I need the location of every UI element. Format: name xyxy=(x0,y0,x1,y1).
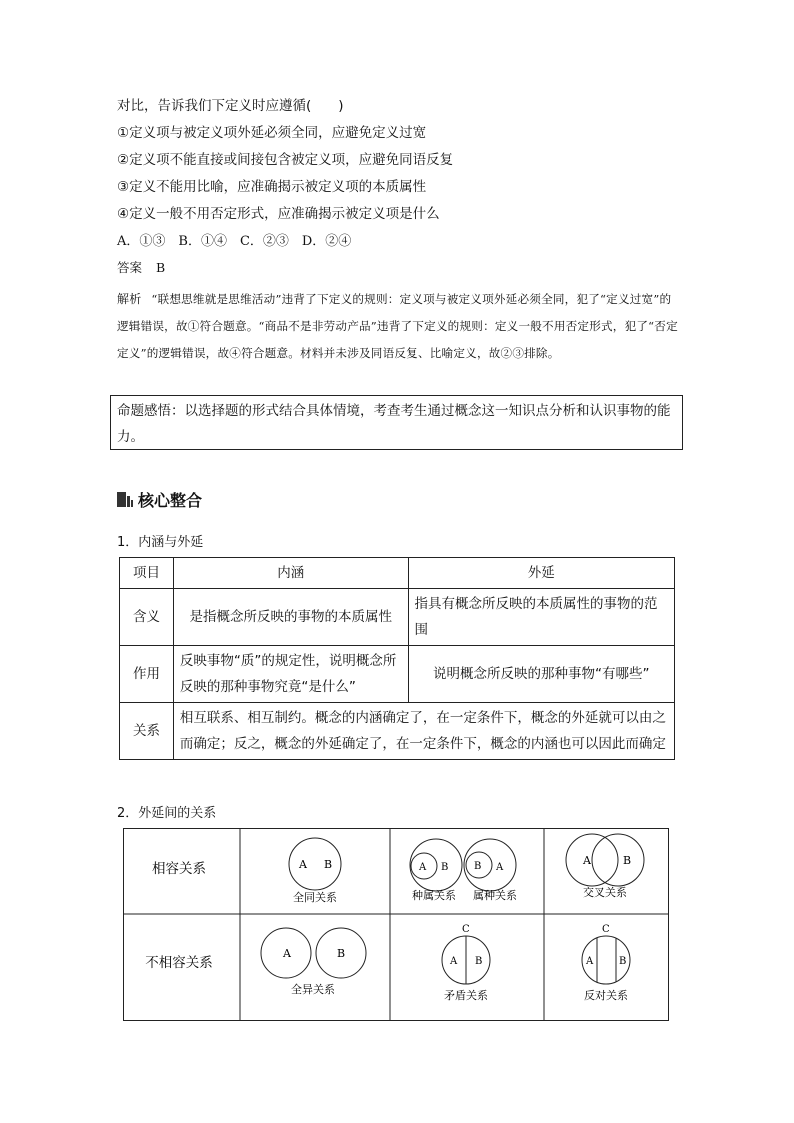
option-4: ④定义一般不用否定形式，应准确揭示被定义项是什么 xyxy=(117,206,440,222)
species-b: B xyxy=(474,861,482,872)
header-item: 项目 xyxy=(120,558,174,589)
analysis-text: “联想思维就是思维活动”违背了下定义的规则：定义项与被定义项外延必须全同，犯了“定义过宽”的逻辑错误，故①符合题意。“商品不是非劳动产品”违背了下定义的规则：定义一般不用否定形式，犯了“否定定义”的逻辑错误，故④符合题意。材料并未涉及同语反复、比喻定义，故②③排除。 xyxy=(117,292,678,360)
insight-text: 命题感悟：以选择题的形式结合具体情境，考查考生通过概念这一知识点分析和认识事物的能力。 xyxy=(117,403,671,445)
row-label: 作用 xyxy=(120,646,174,703)
cell-extension: 说明概念所反映的那种事物“有哪些” xyxy=(408,646,674,703)
answer-line xyxy=(117,258,165,276)
answer-label: 答案 xyxy=(117,260,143,275)
contrary-c: C xyxy=(602,924,610,935)
option-3: ③定义不能用比喻，应准确揭示被定义项的本质属性 xyxy=(117,179,427,195)
row2-label: 不相容关系 xyxy=(145,955,213,971)
exclusive-diagram xyxy=(261,928,366,996)
row1-label: 相容关系 xyxy=(152,861,206,877)
extension-relations-diagram xyxy=(123,828,670,1022)
genus-a: A xyxy=(419,862,427,873)
cross-diagram xyxy=(566,834,644,899)
genus-diagram xyxy=(410,839,462,902)
table-header-row xyxy=(120,558,675,589)
cross-a: A xyxy=(583,854,591,867)
identity-a: A xyxy=(299,858,307,871)
cell-extension: 指具有概念所反映的本质属性的事物的范围 xyxy=(408,589,674,646)
option-1: ①定义项与被定义项外延必须全同，应避免定义过宽 xyxy=(117,125,427,141)
contrary-b: B xyxy=(619,956,627,967)
answer-choices: A．①③ B．①④ C．②③ D．②④ xyxy=(117,234,352,249)
species-caption: 属种关系 xyxy=(473,889,517,902)
exclusive-b: B xyxy=(337,947,346,960)
header-extension: 外延 xyxy=(408,558,674,589)
contradiction-caption: 矛盾关系 xyxy=(444,989,488,1002)
header-intension: 内涵 xyxy=(173,558,408,589)
exclusive-caption: 全异关系 xyxy=(291,983,335,996)
section-mark-icon xyxy=(117,492,132,507)
contrary-caption: 反对关系 xyxy=(584,989,628,1002)
genus-outer-circle xyxy=(410,839,462,891)
contradiction-a: A xyxy=(450,956,458,967)
diagram-title: 2．外延间的关系 xyxy=(117,806,217,821)
table-row xyxy=(120,646,675,703)
species-outer-circle xyxy=(464,839,516,891)
identity-diagram xyxy=(289,838,341,904)
cell-intension: 是指概念所反映的事物的本质属性 xyxy=(173,589,408,646)
contradiction-c: C xyxy=(462,924,470,935)
identity-circle xyxy=(289,838,341,890)
analysis-paragraph xyxy=(117,286,683,367)
table-row xyxy=(120,589,675,646)
contrary-a: A xyxy=(586,956,594,967)
row-label: 关系 xyxy=(120,703,174,760)
cross-b: B xyxy=(623,854,632,867)
species-a: A xyxy=(496,862,504,873)
question-stem: 对比，告诉我们下定义时应遵循( ) xyxy=(117,98,344,114)
cell-relation: 相互联系、相互制约。概念的内涵确定了，在一定条件下，概念的外延就可以由之而确定；反之，概念的外延确定了，在一定条件下，概念的内涵也可以因此而确定 xyxy=(173,703,674,760)
insight-box xyxy=(110,395,683,450)
identity-caption: 全同关系 xyxy=(293,891,337,904)
table-row xyxy=(120,703,675,760)
genus-b: B xyxy=(441,862,449,873)
identity-b: B xyxy=(324,858,333,871)
option-2: ②定义项不能直接或间接包含被定义项，应避免同语反复 xyxy=(117,152,454,168)
answer-value: B xyxy=(156,260,166,275)
contrary-diagram xyxy=(582,924,630,1002)
row-label: 含义 xyxy=(120,589,174,646)
section-heading xyxy=(117,488,202,511)
cross-caption: 交叉关系 xyxy=(583,886,627,899)
cell-intension: 反映事物“质”的规定性，说明概念所反映的那种事物究竟“是什么” xyxy=(173,646,408,703)
contradiction-b: B xyxy=(475,956,483,967)
intension-extension-table xyxy=(119,557,675,760)
table1-title: 1．内涵与外延 xyxy=(117,535,204,550)
section-title: 核心整合 xyxy=(138,491,203,510)
contradiction-diagram xyxy=(442,924,490,1002)
exclusive-a: A xyxy=(283,947,291,960)
analysis-label: 解析 xyxy=(117,292,142,306)
species-diagram xyxy=(464,839,517,902)
genus-caption: 种属关系 xyxy=(412,889,456,902)
